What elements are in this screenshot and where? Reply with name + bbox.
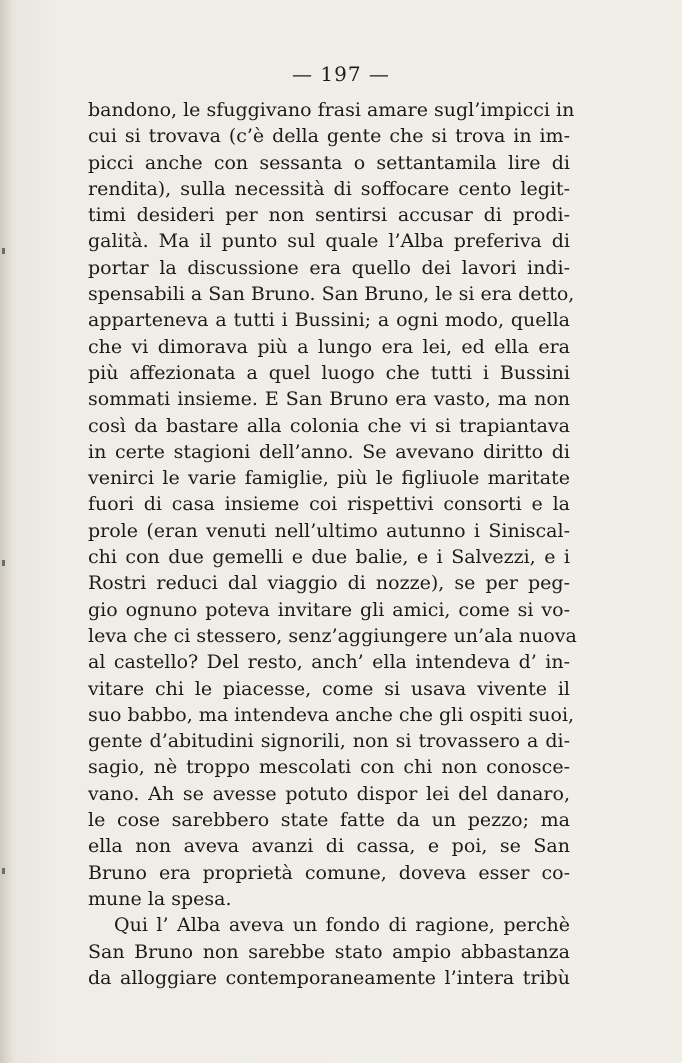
text-line: suo babbo, ma intendeva anche che gli ospiti suoi, [88,703,575,726]
text-line: leva che ci stessero, senz’aggiungere un’ala nuova [88,624,577,647]
text-line: fuori di casa insieme coi rispettivi consorti e la [88,493,570,516]
text-line: chi con due gemelli e due balie, e i Salvezzi, e i [88,546,570,569]
text-line: le cose sarebbero state fatte da un pezzo; ma [88,809,570,832]
text-line: mune la spesa. [88,887,232,910]
text-line: sagio, nè troppo mescolati con chi non conosce- [88,756,570,779]
text-line: Rostri reduci dal viaggio di nozze), se per peg- [88,572,570,595]
text-line: picci anche con sessanta o settantamila lire di [88,151,570,174]
text-line: al castello? Del resto, anch’ ella intendeva d’ in- [88,651,570,674]
text-line: sommati insieme. E San Bruno era vasto, ma non [88,388,570,411]
paragraph-2 [88,912,570,991]
text-line: in certe stagioni dell’anno. Se avevano diritto di [88,440,570,463]
body-text [88,97,577,991]
text-line: gente d’abitudini signorili, non si trovassero a di- [88,730,570,753]
text-line: spensabili a San Bruno. San Bruno, le si era detto, [88,283,575,306]
text-line: rendita), sulla necessità di soffocare cento legit- [88,177,570,200]
text-line: da alloggiare contemporaneamente l’intera tribù [88,966,570,989]
text-line: gio ognuno poteva invitare gli amici, come si vo- [88,598,570,621]
text-line: apparteneva a tutti i Bussini; a ogni modo, quella [88,309,570,332]
text-line: ella non aveva avanzi di cassa, e poi, se San [88,835,570,858]
text-line: San Bruno non sarebbe stato ampio abbastanza [88,940,570,963]
text-line: vitare chi le piacesse, come si usava vivente il [88,677,570,700]
paragraph-1 [88,97,577,912]
text-line: venirci le varie famiglie, più le figliuole maritate [88,467,570,490]
text-line: Qui l’ Alba aveva un fondo di ragione, perchè [114,914,570,937]
margin-speck [2,560,5,566]
margin-speck [2,248,5,254]
text-line: bandono, le sfuggivano frasi amare sugl’impicci in [88,99,575,121]
text-line: più affezionata a quel luogo che tutti i Bussini [88,361,570,384]
text-line: prole (eran venuti nell’ultimo autunno i Siniscal- [88,519,570,542]
text-line: che vi dimorava più a lungo era lei, ed ella era [88,335,570,358]
text-line: galità. Ma il punto sul quale l’Alba preferiva di [88,230,570,253]
text-line: timi desideri per non sentirsi accusar di prodi- [88,204,570,227]
text-line: Bruno era proprietà comune, doveva esser co- [88,861,570,884]
page-number: — 197 — [292,62,390,86]
text-line: cui si trovava (c’è della gente che si trova in im- [88,125,570,148]
text-line: vano. Ah se avesse potuto dispor lei del danaro, [88,782,570,805]
text-line: così da bastare alla colonia che vi si trapiantava [88,414,570,437]
text-line: portar la discussione era quello dei lavori indi- [88,256,570,279]
margin-speck [2,868,5,874]
